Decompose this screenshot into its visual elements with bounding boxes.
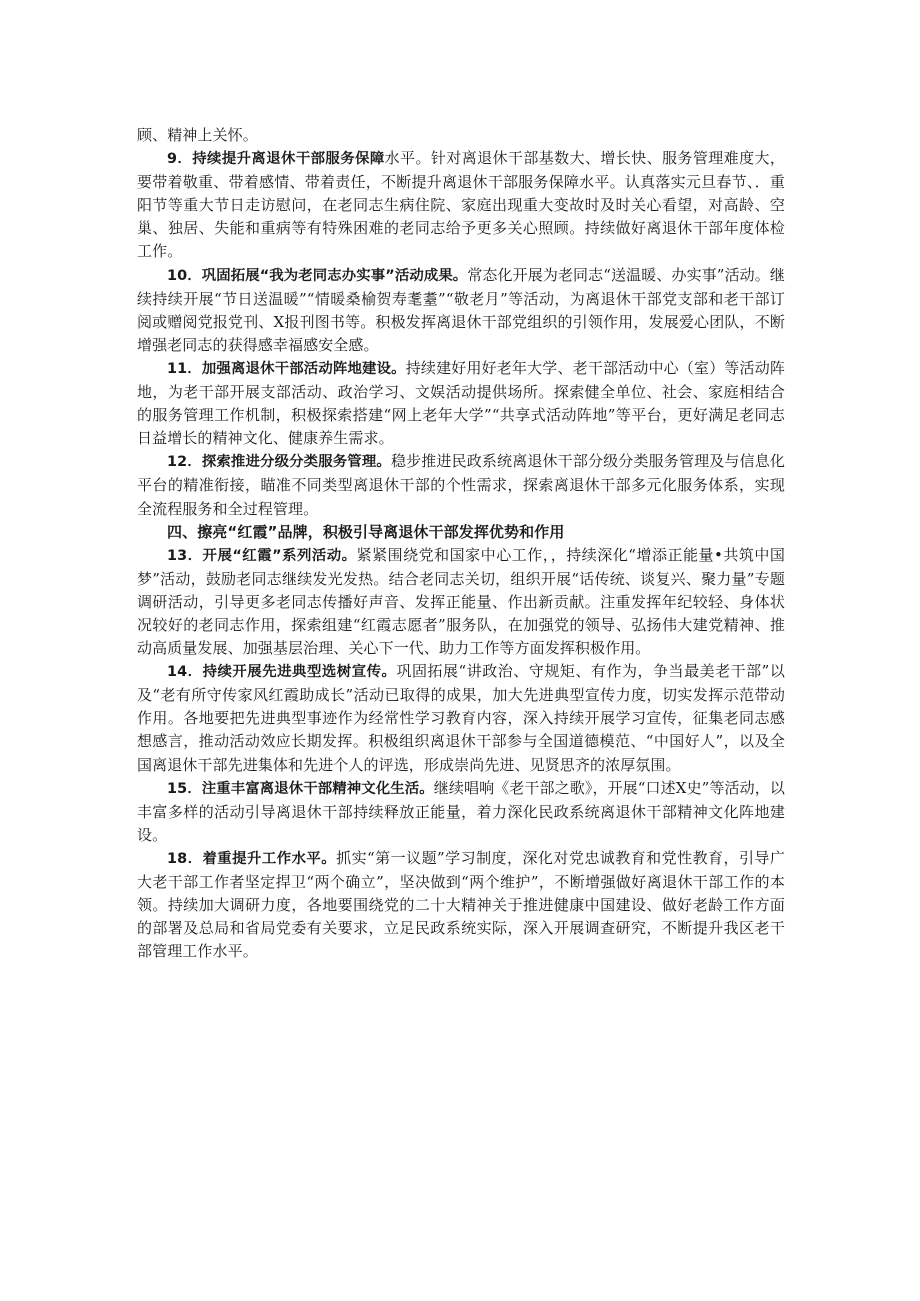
document-page [137, 124, 785, 963]
intro-tail-paragraph [137, 124, 785, 147]
item-13-body: 紧紧围绕党和国家中心工作，，持续深化“增添正能量•共筑中国梦”活动，鼓励老同志继续发光发热。结合老同志关切，组织开展“话传统、谈复兴、聚力量”专题调研活动，引导更多老同志传播好声音、发挥正能量、作出新贡献。注重发挥年纪较轻、身体状况较好的老同志作用，探索组建“红霞志愿者”服务队，在加强党的领导、弘扬伟大建党精神、推动高质量发展、加强基层治理、关心下一代、助力工作等方面发挥积极作用。 [137, 545, 786, 658]
item-12-paragraph [137, 450, 785, 520]
intro-tail-text: 顾、精神上关怀。 [137, 126, 258, 144]
item-18-paragraph [137, 847, 785, 963]
item-9-paragraph [137, 147, 785, 263]
item-9-lead: 9．持续提升离退休干部服务保障 [167, 151, 385, 168]
item-18-body: 抓实“第一议题”学习制度，深化对党忠诚教育和党性教育，引导广大老干部工作者坚定捍卫“两个确立”，坚决做到“两个维护”，不断增强做好离退休干部工作的本领。持续加大调研力度，各地要围绕党的二十大精神关于推进健康中国建设、做好老龄工作方面的部署及总局和省局党委有关要求，立足民政系统实际，深入开展调查研究，不断提升我区老干部管理工作水平。 [137, 848, 785, 961]
item-15-paragraph [137, 777, 785, 847]
item-9-body: 水平。针对离退休干部基数大、增长快、服务管理难度大，要带着敬重、带着感情、带着责任，不断提升离退休干部服务保障水平。认真落实元旦春节、．重阳节等重大节日走访慰问，在老同志生病住院、家庭出现重大变故时及时关心看望，对高龄、空巢、独居、失能和重病等有特殊困难的老同志给予更多关心照顾。持续做好离退休干部年度体检工作。 [137, 149, 785, 261]
item-18-lead: 18．着重提升工作水平。 [167, 850, 337, 867]
item-14-body: 巩固拓展“讲政治、守规矩、有作为，争当最美老干部”以及“老有所守传家风红霞助成长”活动已取得的成果，加大先进典型宣传力度，切实发挥示范带动作用。各地要把先进典型事迹作为经常性学习教育内容，深入持续开展学习宣传，征集老同志感想感言，推动活动效应长期发挥。积极组织离退休干部参与全国道德模范、“中国好人”，以及全国离退休干部先进集体和先进个人的评选，形成崇尚先进、见贤思齐的浓厚氛围。 [137, 662, 785, 774]
item-11-body: 持续建好用好老年大学、老干部活动中心（室）等活动阵地，为老干部开展支部活动、政治学习、文娱活动提供场所。探索健全单位、社会、家庭相结合的服务管理工作机制，积极探索搭建“网上老年大学”“共享式活动阵地”等平台，更好满足老同志日益增长的精神文化、健康养生需求。 [137, 358, 785, 448]
section-heading-4: 四、擦亮“红霞”品牌，积极引导离退休干部发挥优势和作用 [167, 522, 565, 541]
item-15-lead: 15．注重丰富离退休干部精神文化生活。 [167, 780, 434, 797]
item-14-paragraph [137, 660, 785, 776]
item-12-body: 稳步推进民政系统离退休干部分级分类服务管理及与信息化平台的精准衔接，瞄准不同类型离退休干部的个性需求，探索离退休干部多元化服务体系，实现全流程服务和全过程管理。 [137, 452, 785, 518]
item-11-lead: 11．加强离退休干部活动阵地建设。 [167, 360, 406, 377]
item-10-lead: 10．巩固拓展“我为老同志办实事”活动成果。 [167, 267, 468, 284]
item-13-paragraph [137, 544, 785, 660]
item-13-lead: 13．开展“红霞”系列活动。 [167, 547, 357, 564]
item-12-lead: 12．探索推进分级分类服务管理。 [167, 454, 391, 471]
item-10-body: 常态化开展为老同志“送温暖、办实事”活动。继续持续开展“节日送温暖”“情暖桑榆贺寿耄耋”“敬老月”等活动，为离退休干部党支部和老干部订阅或赠阅党报党刊、X报刊图书等。积极发挥离退休干部党组织的引领作用，发展爱心团队，不断增强老同志的获得感幸福感安全感。 [137, 265, 785, 354]
item-15-body: 继续唱响《老干部之歌》，开展“口述X史”等活动，以丰富多样的活动引导离退休干部持续释放正能量，着力深化民政系统离退休干部精神文化阵地建设。 [137, 778, 785, 844]
item-10-paragraph [137, 264, 785, 357]
item-11-paragraph [137, 357, 785, 450]
item-14-lead: 14．持续开展先进典型选树宣传。 [167, 664, 397, 681]
